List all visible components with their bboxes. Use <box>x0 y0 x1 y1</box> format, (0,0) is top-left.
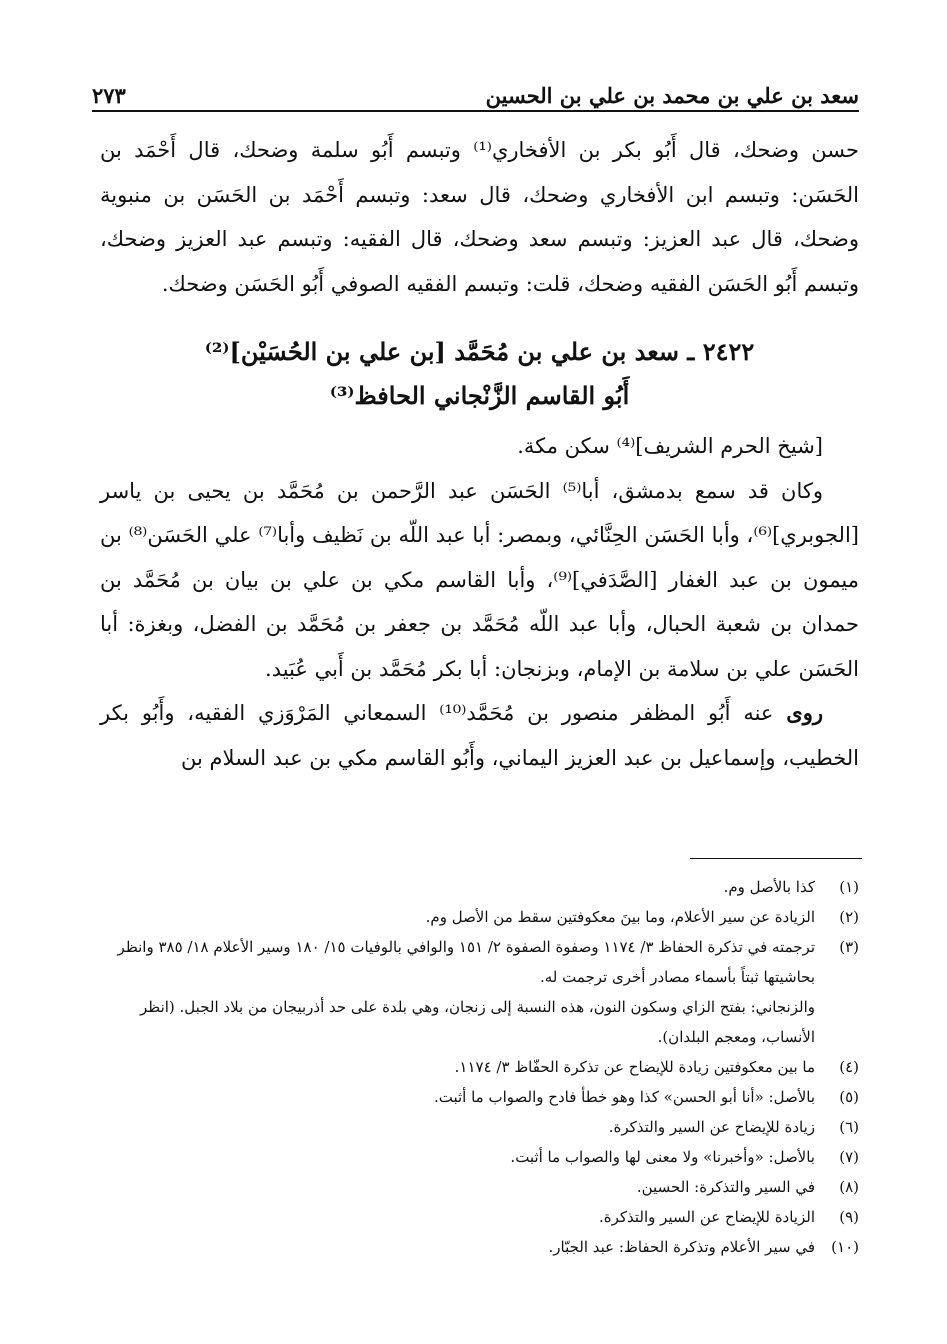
footnote-continuation <box>100 992 859 1052</box>
footnote-number: (٩) <box>839 1208 859 1226</box>
paragraph-teachers: وكان قد سمع بدمشق، أبا⁽⁵⁾ الحَسَن عبد الرَّحمن بن مُحَمَّد بن يحيى بن ياسر [الجوبري]⁽⁶⁾، وأبا الحَسَن الحِنَّائي، وبمصر: أبا عبد اللّه بن نَظيف وأبا⁽⁷⁾ علي الحَسَن⁽⁸⁾ بن ميمون بن عبد الغفار [الصَّدَفي]⁽⁹⁾، وأبا القاسم مكي بن علي بن بيان بن مُحَمَّد بن حمدان بن شعبة الحبال، وأبا عبد اللّه مُحَمَّد بن جعفر بن مُحَمَّد بن الفضل، وبغزة: أبا الحَسَن علي بن سلامة بن الإمام، وبزنجان: أبا بكر مُحَمَّد بن أَبي عُبَيد. <box>100 478 859 681</box>
footnote <box>100 1202 859 1232</box>
footnote <box>100 902 859 932</box>
footnote-text: زيادة للإيضاح عن السير والتذكرة. <box>608 1118 815 1136</box>
footnotes-list <box>100 872 859 1262</box>
footnote <box>100 1082 859 1112</box>
entry-title-line-1: ٢٤٢٢ ـ سعد بن علي بن مُحَمَّد [بن علي بن الحُسَيْن]⁽²⁾ <box>204 337 755 366</box>
paragraph-students-text: عنه أَبُو المظفر منصور بن مُحَمَّد⁽¹⁰⁾ السمعاني المَرْوَزي الفقيه، وأَبُو بكر الخطيب، وإسماعيل بن عبد العزيز اليماني، وأَبُو القاسم مكي بن عبد السلام بن <box>100 701 859 770</box>
footnote <box>100 1052 859 1082</box>
footnote-text: الزيادة عن سير الأعلام، وما بينَ معكوفتين سقط من الأصل وم. <box>425 908 815 926</box>
page-number: ٢٧٣ <box>92 83 126 108</box>
footnote-text: بالأصل: «أنا أبو الحسن» كذا وهو خطأ فادح والصواب ما أثبت. <box>433 1088 815 1106</box>
footnote <box>100 1172 859 1202</box>
footnote-text: كذا بالأصل وم. <box>723 878 815 896</box>
footnote-number: (١) <box>839 878 859 896</box>
footnote-number: (٤) <box>839 1058 859 1076</box>
paragraph-lead-word: روى <box>786 700 823 725</box>
header-rule <box>92 110 859 112</box>
main-text <box>100 128 859 780</box>
footnote-text: في السير والتذكرة: الحسين. <box>636 1178 815 1196</box>
footnote-text: والزنجاني: بفتح الزاي وسكون النون، هذه النسبة إلى زنجان، وهي بلدة على حد أذربيجان من بلاد الجبل. (انظر الأنساب، ومعجم البلدان). <box>140 998 815 1046</box>
footnote <box>100 1232 859 1262</box>
entry-title-line-2: أَبُو القاسم الزَّنْجاني الحافظ⁽³⁾ <box>329 381 630 410</box>
footnote-text: ترجمته في تذكرة الحفاظ ٣/ ١١٧٤ وصفوة الصفوة ٢/ ١٥١ والوافي بالوفيات ١٥/ ١٨٠ وسير الأعلام ١٨/ ٣٨٥ وانظر بحاشيتها ثبتاً بأسماء مصادر أخرى ترجمت له. <box>117 938 815 986</box>
paragraph-title-note: [شيخ الحرم الشريف]⁽⁴⁾ سكن مكة. <box>517 434 823 458</box>
footnote <box>100 1112 859 1142</box>
footnote-text: الزيادة للإيضاح عن السير والتذكرة. <box>598 1208 815 1226</box>
footnote-number: (١٠) <box>831 1238 859 1256</box>
running-header <box>92 68 859 108</box>
paragraph-students <box>100 691 859 780</box>
footnote-number: (٧) <box>839 1148 859 1166</box>
footnote-separator <box>690 858 862 859</box>
footnote-text: ما بين معكوفتين زيادة للإيضاح عن تذكرة الحفّاظ ٣/ ١١٧٤. <box>454 1058 815 1076</box>
footnote-number: (٣) <box>839 938 859 956</box>
footnote-text: في سير الأعلام وتذكرة الحفاظ: عبد الجبّار. <box>548 1238 815 1256</box>
entry-heading <box>100 330 859 418</box>
footnote-number: (٨) <box>839 1178 859 1196</box>
paragraph-continuation: حسن وضحك، قال أَبُو بكر بن الأفخاري⁽¹⁾ وتبسم أَبُو سلمة وضحك، قال أَحْمَد بن الحَسَن: وتبسم ابن الأفخاري وضحك، قال سعد: وتبسم أَحْمَد بن الحَسَن بن منبوية وضحك، قال عبد العزيز: وتبسم سعد وضحك، قال الفقيه: وتبسم عبد العزيز وضحك، وتبسم أَبُو الحَسَن الفقيه وضحك، قلت: وتبسم الفقيه الصوفي أَبُو الحَسَن وضحك. <box>100 138 859 296</box>
footnote-number: (٢) <box>839 908 859 926</box>
footnote <box>100 1142 859 1172</box>
footnote-number: (٥) <box>839 1088 859 1106</box>
footnote-text: بالأصل: «وأخبرنا» ولا معنى لها والصواب ما أثبت. <box>510 1148 815 1166</box>
footnote-number: (٦) <box>839 1118 859 1136</box>
running-title: سعد بن علي بن محمد بن علي بن الحسين <box>485 83 859 108</box>
footnote <box>100 872 859 902</box>
footnote <box>100 932 859 992</box>
